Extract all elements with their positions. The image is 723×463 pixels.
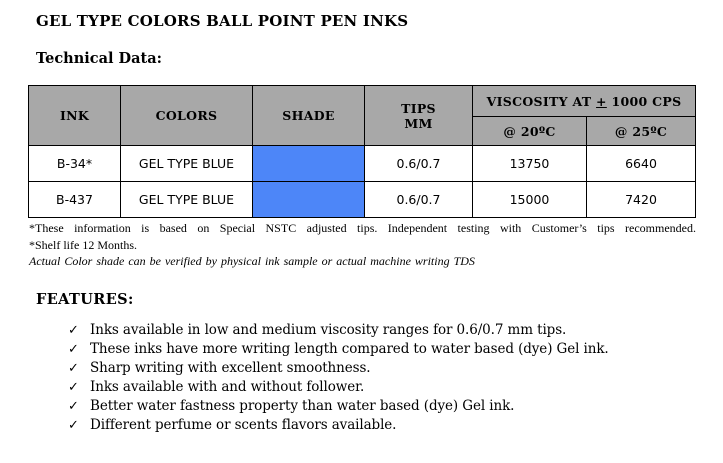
footnote-color-shade: Actual Color shade can be verified by physical ink sample or actual machine writing TDS <box>29 254 475 268</box>
feature-text: Inks available with and without follower. <box>90 378 365 395</box>
ink-cell: B-34* <box>29 146 121 182</box>
technical-data-table <box>28 85 696 218</box>
header-tips-mm <box>365 86 473 146</box>
table-row <box>29 182 696 218</box>
table-header-row-1 <box>29 86 696 117</box>
header-tips-line2: MM <box>404 115 433 131</box>
table-row <box>29 146 696 182</box>
feature-text: Better water fastness property than water based (dye) Gel ink. <box>90 397 515 414</box>
footnote-shelf-life: *Shelf life 12 Months. <box>29 237 137 252</box>
header-colors: COLORS <box>121 86 253 146</box>
check-icon: ✓ <box>68 341 79 357</box>
tips-cell: 0.6/0.7 <box>365 146 473 182</box>
tips-cell: 0.6/0.7 <box>365 182 473 218</box>
shade-swatch <box>253 182 365 218</box>
list-item <box>68 397 723 416</box>
check-icon: ✓ <box>68 379 79 395</box>
list-item <box>68 359 723 378</box>
header-at-25c: @ 25ºC <box>587 117 696 146</box>
list-item <box>68 321 723 340</box>
feature-text: These inks have more writing length compared to water based (dye) Gel ink. <box>90 340 609 357</box>
plus-minus-symbol: + <box>596 93 607 109</box>
header-viscosity-group <box>473 86 696 117</box>
viscosity-label-suffix: 1000 CPS <box>606 93 682 109</box>
page-title: GEL TYPE COLORS BALL POINT PEN INKS <box>36 12 409 30</box>
check-icon: ✓ <box>68 417 79 433</box>
check-icon: ✓ <box>68 398 79 414</box>
feature-text: Inks available in low and medium viscosity ranges for 0.6/0.7 mm tips. <box>90 321 567 338</box>
check-icon: ✓ <box>68 322 79 338</box>
header-at-20c: @ 20ºC <box>473 117 587 146</box>
colors-cell: GEL TYPE BLUE <box>121 146 253 182</box>
viscosity-label-prefix: VISCOSITY AT <box>486 93 597 109</box>
footnote-nstc: *These information is based on Special NSTC adjusted tips. Independent testing with Customer’s tips recommended. <box>29 221 696 235</box>
technical-data-heading: Technical Data: <box>36 50 162 67</box>
ink-cell: B-437 <box>29 182 121 218</box>
feature-text: Sharp writing with excellent smoothness. <box>90 359 371 376</box>
features-heading: FEATURES: <box>36 290 134 308</box>
footnotes <box>29 220 696 270</box>
list-item <box>68 340 723 359</box>
viscosity-25-cell: 7420 <box>587 182 696 218</box>
check-icon: ✓ <box>68 360 79 376</box>
list-item <box>68 416 723 435</box>
shade-swatch <box>253 146 365 182</box>
viscosity-20-cell: 13750 <box>473 146 587 182</box>
list-item <box>68 378 723 397</box>
colors-cell: GEL TYPE BLUE <box>121 182 253 218</box>
header-shade: SHADE <box>253 86 365 146</box>
features-list <box>68 321 723 435</box>
header-tips-line1: TIPS <box>401 100 436 116</box>
feature-text: Different perfume or scents flavors available. <box>90 416 397 433</box>
header-ink: INK <box>29 86 121 146</box>
viscosity-20-cell: 15000 <box>473 182 587 218</box>
viscosity-25-cell: 6640 <box>587 146 696 182</box>
